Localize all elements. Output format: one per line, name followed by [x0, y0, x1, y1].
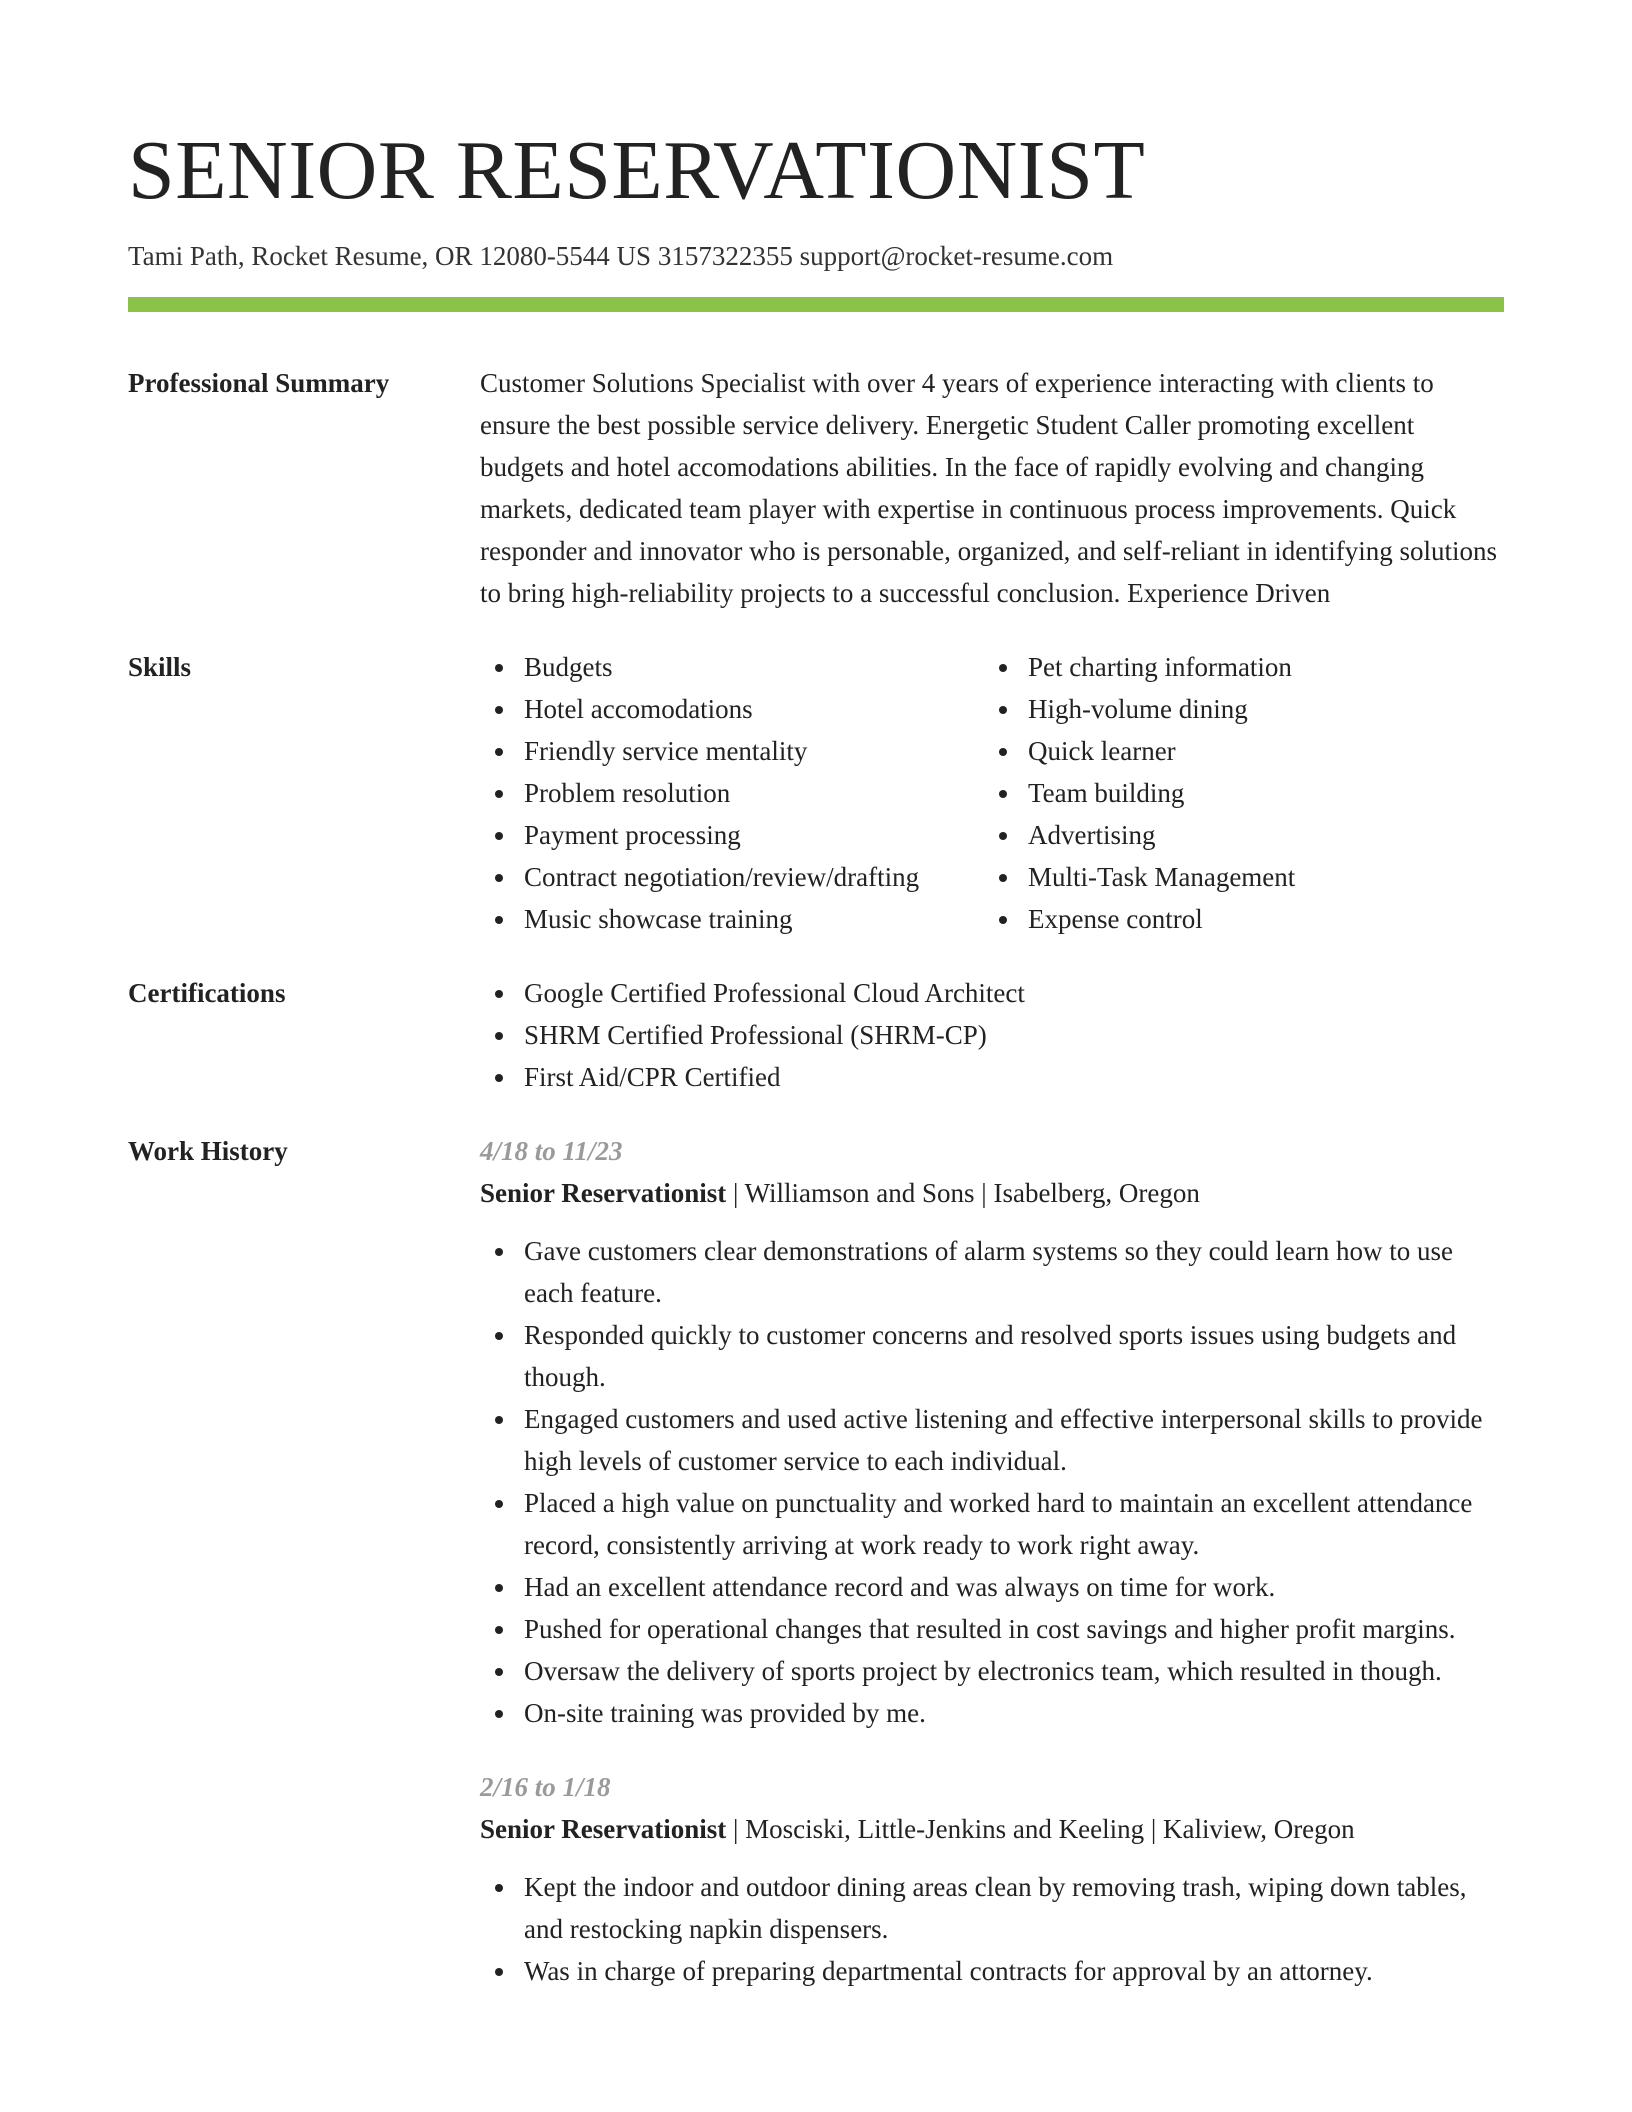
work-history-section	[128, 1130, 1504, 1992]
job-dates: 4/18 to 11/23	[480, 1136, 623, 1166]
section-label: Work History	[128, 1136, 288, 1166]
list-item: Quick learner	[1028, 730, 1295, 772]
list-item: Budgets	[524, 646, 984, 688]
list-item: Kept the indoor and outdoor dining areas clean by removing trash, wiping down tables, and restocking napkin dispensers.	[524, 1866, 1504, 1950]
job-dates: 2/16 to 1/18	[480, 1772, 611, 1802]
list-item: Expense control	[1028, 898, 1295, 940]
list-item: Contract negotiation/review/drafting	[524, 856, 984, 898]
job-role: Senior Reservationist	[480, 1814, 727, 1844]
job-bullets	[480, 1866, 1504, 1992]
section-label: Certifications	[128, 978, 286, 1008]
list-item: Oversaw the delivery of sports project by electronics team, which resulted in though.	[524, 1650, 1504, 1692]
section-label: Skills	[128, 652, 192, 682]
skills-section	[128, 646, 1504, 940]
list-item: Hotel accomodations	[524, 688, 984, 730]
list-item: First Aid/CPR Certified	[524, 1056, 1504, 1098]
work-history-body	[480, 1130, 1504, 1992]
job-details: | Mosciski, Little-Jenkins and Keeling | Kaliview, Oregon	[726, 1814, 1355, 1844]
list-item: Engaged customers and used active listening and effective interpersonal skills to provide high levels of customer service to each individual.	[524, 1398, 1504, 1482]
contact-line: Tami Path, Rocket Resume, OR 12080-5544 US 3157322355 support@rocket-resume.com	[128, 241, 1114, 271]
list-item: Responded quickly to customer concerns and resolved sports issues using budgets and though.	[524, 1314, 1504, 1398]
job-entry	[480, 1766, 1504, 1992]
job-entry	[480, 1130, 1504, 1734]
section-label: Professional Summary	[128, 368, 390, 398]
certifications-body	[480, 972, 1504, 1098]
list-item: SHRM Certified Professional (SHRM-CP)	[524, 1014, 1504, 1056]
list-item: Payment processing	[524, 814, 984, 856]
list-item: Advertising	[1028, 814, 1295, 856]
list-item: Was in charge of preparing departmental contracts for approval by an attorney.	[524, 1950, 1504, 1992]
list-item: Pet charting information	[1028, 646, 1295, 688]
list-item: Placed a high value on punctuality and worked hard to maintain an excellent attendance record, consistently arriving at work ready to work right away.	[524, 1482, 1504, 1566]
list-item: Gave customers clear demonstrations of alarm systems so they could learn how to use each feature.	[524, 1230, 1504, 1314]
list-item: Pushed for operational changes that resulted in cost savings and higher profit margins.	[524, 1608, 1504, 1650]
list-item: Friendly service mentality	[524, 730, 984, 772]
list-item: Google Certified Professional Cloud Architect	[524, 972, 1504, 1014]
job-details: | Williamson and Sons | Isabelberg, Oregon	[726, 1178, 1200, 1208]
resume-page	[128, 0, 1504, 1992]
list-item: On-site training was provided by me.	[524, 1692, 1504, 1734]
job-heading	[480, 1172, 1504, 1214]
list-item: Problem resolution	[524, 772, 984, 814]
skills-columns	[480, 646, 1504, 940]
list-item: Team building	[1028, 772, 1295, 814]
skills-list-right	[984, 646, 1295, 940]
job-role: Senior Reservationist	[480, 1178, 727, 1208]
certifications-list	[480, 972, 1504, 1098]
list-item: Had an excellent attendance record and was always on time for work.	[524, 1566, 1504, 1608]
job-heading	[480, 1808, 1504, 1850]
accent-divider	[128, 297, 1504, 312]
professional-summary-section	[128, 362, 1504, 614]
list-item: Multi-Task Management	[1028, 856, 1295, 898]
resume-title: SENIOR RESERVATIONIST	[128, 124, 1146, 217]
list-item: High-volume dining	[1028, 688, 1295, 730]
certifications-section	[128, 972, 1504, 1098]
job-bullets	[480, 1230, 1504, 1734]
summary-text: Customer Solutions Specialist with over 4 years of experience interacting with clients to ensure the best possible service delivery. Energetic Student Caller promoting excellent budgets and hotel accomodations abilities. In the face of rapidly evolving and changing markets, dedicated team player with expertise in continuous process improvements. Quick responder and innovator who is personable, organized, and self-reliant in identifying solutions to bring high-reliability projects to a successful conclusion. Experience Driven	[480, 368, 1498, 608]
skills-list-left	[480, 646, 984, 940]
list-item: Music showcase training	[524, 898, 984, 940]
